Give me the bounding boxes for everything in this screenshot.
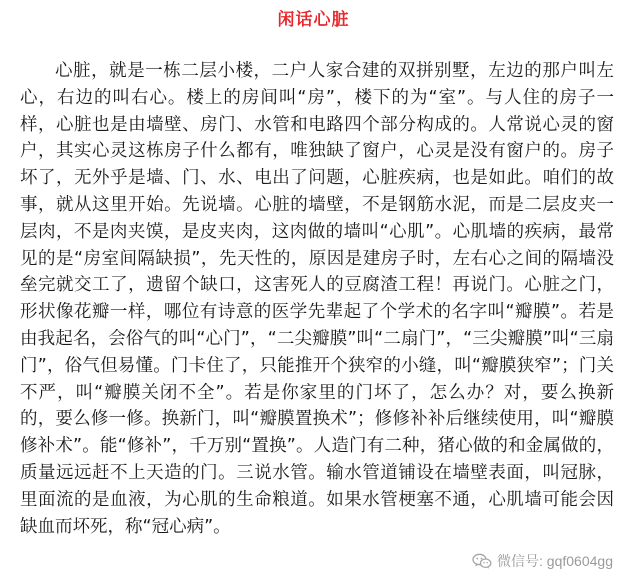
wechat-id-label: 微信号: gqf0604gg <box>497 553 613 569</box>
article-title: 闲话心脏 <box>277 10 350 30</box>
wechat-watermark <box>468 552 613 570</box>
wechat-icon <box>472 553 492 569</box>
article-body: 心脏，就是一栋二层小楼，二户人家合建的双拼别墅，左边的那户叫左心，右边的叫右心。楼上的房间叫“房”，楼下的为“室”。与人住的房子一样，心脏也是由墙壁、房门、水管和电路四个部分构成的。人常说心灵的窗户，其实心灵这栋房子什么都有，唯独缺了窗户，心灵是没有窗户的。房子坏了，无外乎是墙、门、水、电出了问题，心脏疾病，也是如此。咱们的故事，就从这里开始。先说墙。心脏的墙壁，不是钢筋水泥，而是二层皮夹一层肉，不是肉夹馍，是皮夹肉，这肉做的墙叫“心肌”。心肌墙的疾病，最常见的是“房室间隔缺损”，先天性的，原因是建房子时，左右心之间的隔墙没垒完就交工了，遗留个缺口，这害死人的豆腐渣工程！再说门。心脏之门，形状像花瓣一样，哪位有诗意的医学先辈起了个学术的名字叫“瓣膜”。若是由我起名，会俗气的叫“心门”，“二尖瓣膜”叫“二扇门”，“三尖瓣膜”叫“三扇门”，俗气但易懂。门卡住了，只能推开个狭窄的小缝，叫“瓣膜狭窄”；门关不严，叫“瓣膜关闭不全”。若是你家里的门坏了，怎么办？对，要么换新的，要么修一修。换新门，叫“瓣膜置换术”；修修补补后继续使用，叫“瓣膜修补术”。能“修补”，千万别“置换”。人造门有二种，猪心做的和金属做的，质量远远赶不上天造的门。三说水管。输水管道铺设在墙壁表面，叫冠脉，里面流的是血液，为心肌的生命粮道。如果水管梗塞不通，心肌墙可能会因缺血而坏死，称“冠心病”。 <box>20 61 614 537</box>
